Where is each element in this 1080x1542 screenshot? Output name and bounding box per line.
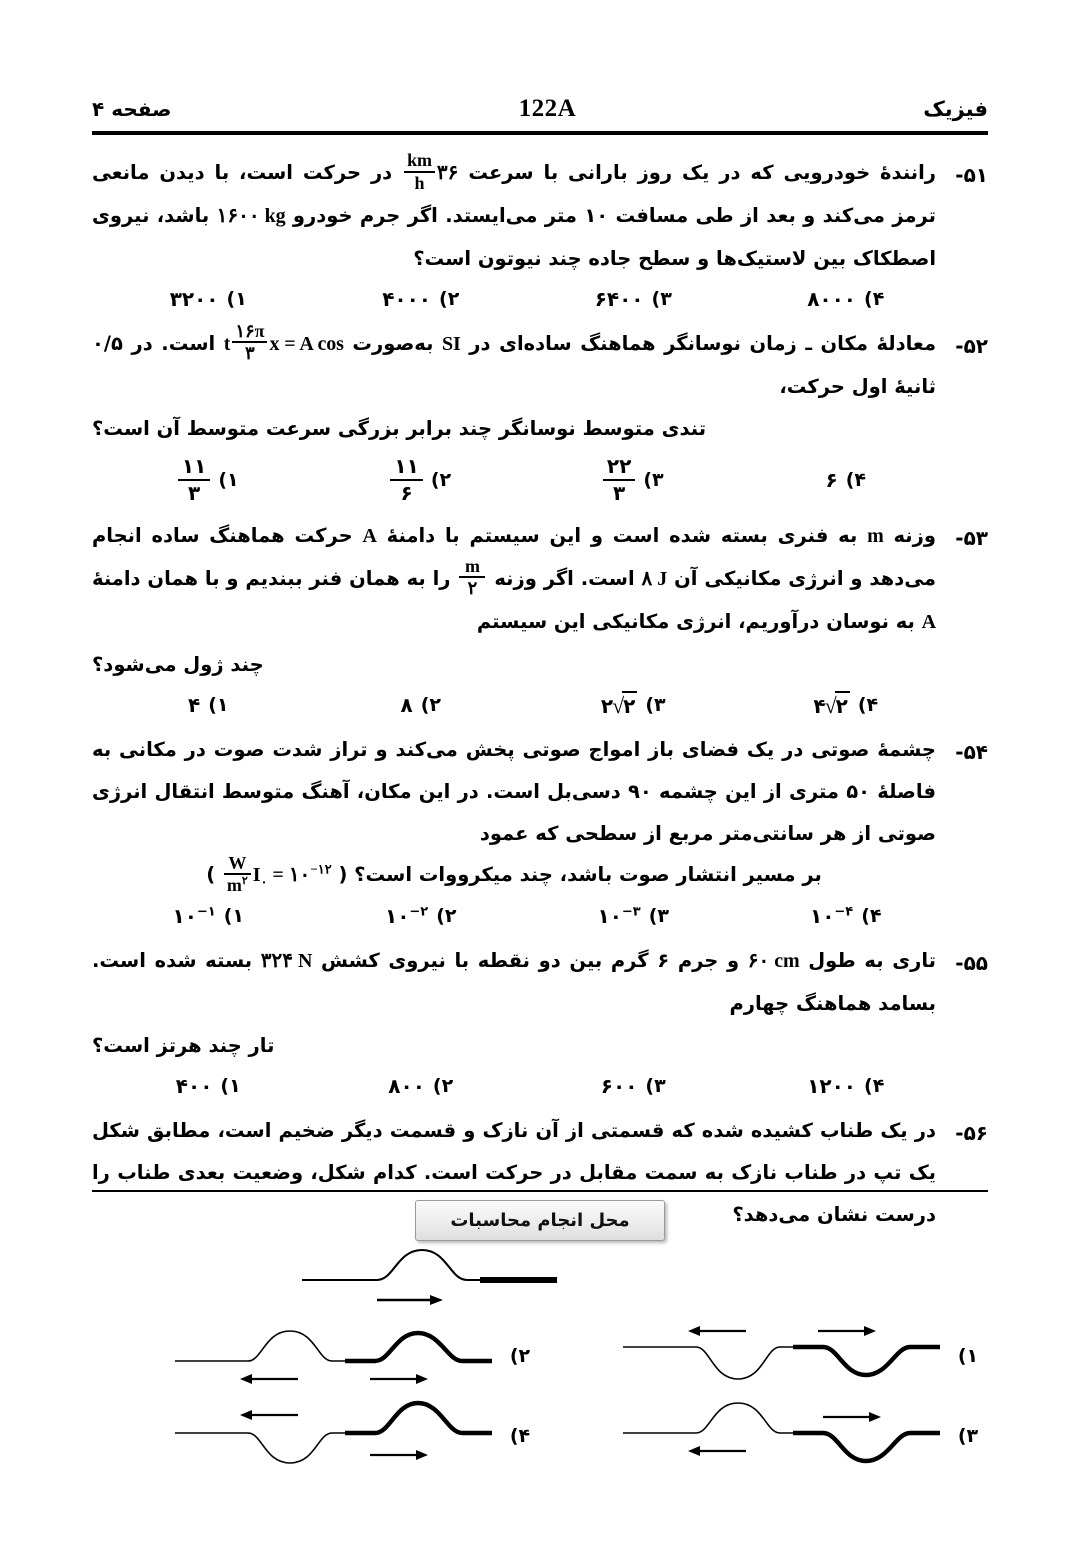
q52-option-1-key: ۱) <box>218 468 239 491</box>
q52-option-3-den: ۳ <box>612 480 626 505</box>
q51-option-1-key: ۱) <box>226 287 247 310</box>
q53-option-4-radical <box>813 691 850 719</box>
question-51-number: ۵۱- <box>955 163 988 187</box>
q54-option-3-key: ۳) <box>648 905 670 928</box>
question-55 <box>92 940 988 1103</box>
q53-half-mass-fraction <box>459 557 485 598</box>
footer-divider <box>92 1190 988 1192</box>
q53-option-4-radicand: ۲ <box>835 691 850 718</box>
q54-io-equals: = ۱۰ <box>272 864 311 887</box>
q52-option-1-num: ۱۱ <box>181 453 207 478</box>
q53-option-2[interactable] <box>315 688 528 722</box>
q51-option-2-value: ۴۰۰۰ <box>382 286 432 311</box>
q54-option-3-base: ۱۰ <box>597 904 622 929</box>
question-52-text <box>92 323 936 408</box>
q53-option-3-key: ۳) <box>645 693 666 716</box>
q56-option-1[interactable] <box>540 1316 988 1396</box>
q54-io-expression <box>253 854 332 897</box>
q55-option-3-value: ۶۰۰ <box>600 1074 638 1099</box>
question-55-text-line2: تار چند هرتز است؟ <box>92 1034 275 1058</box>
arrow-left-icon <box>688 1326 746 1336</box>
q51-line2-b: باشد، نیروی اصطکاک بین لاستیک‌ها و سطح جاده چند نیوتون است؟ <box>92 204 936 270</box>
q52-option-4-key: ۴) <box>845 468 867 491</box>
q53-line2-c: را به همان فنر ببندیم و با همان دامنهٔ <box>92 566 451 590</box>
thick-rope-down-pulse <box>793 1347 940 1375</box>
q52-option-1-den: ۳ <box>187 480 201 505</box>
q53-amplitude-symbol: A <box>362 524 377 547</box>
q53-option-2-value: ۸ <box>400 692 413 717</box>
q56-option-4-key: ۴) <box>509 1425 531 1448</box>
q55-option-4-value: ۱۲۰۰ <box>807 1074 857 1099</box>
q56-option-3-diagram <box>618 1397 948 1475</box>
q52-option-2-den: ۶ <box>400 480 413 505</box>
page-header <box>92 92 988 126</box>
q51-line1-b: در حرکت است، با دیدن مانعی ترمز می‌کند و بعد از طی مسافت <box>92 161 937 227</box>
question-56-main-figure <box>92 1242 988 1314</box>
q54-line3-b: ) <box>206 863 216 887</box>
q56-option-4[interactable] <box>92 1396 540 1476</box>
q53-energy-value: ۸ J <box>641 567 668 590</box>
arrow-left-icon <box>240 1410 298 1420</box>
q52-option-3-fraction <box>603 453 635 505</box>
question-54-options <box>92 899 988 933</box>
question-53-text <box>92 515 936 644</box>
q54-option-2-value <box>385 904 428 928</box>
q55-option-4-key: ۴) <box>864 1075 885 1098</box>
q52-omega-fraction <box>232 322 267 363</box>
q52-option-2-key: ۲) <box>430 468 452 491</box>
arrow-right-icon <box>370 1450 428 1460</box>
q53-line2-d: به نوسان درآوریم، انرژی مکانیکی این سیستم <box>476 609 915 633</box>
calculation-area-label: محل انجام محاسبات <box>415 1200 664 1241</box>
q55-option-2-key: ۲) <box>432 1075 454 1098</box>
question-54-number: ۵۴- <box>955 739 988 764</box>
q52-equation-lhs: x = A cos <box>269 332 344 355</box>
q52-line1-a: معادلهٔ مکان ـ زمان نوسانگر هماهنگ ساده‌ای در <box>469 331 937 355</box>
q52-option-3[interactable] <box>527 452 740 508</box>
q52-option-3-key: ۳) <box>643 468 664 491</box>
q51-option-3-key: ۳) <box>651 287 672 310</box>
arrow-right-icon <box>370 1374 428 1384</box>
q52-line1-b: به‌صورت <box>352 331 434 355</box>
thin-rope-with-pulse <box>302 1250 480 1280</box>
q52-line1-c: است. در <box>131 331 216 355</box>
q53-half-mass-num: m <box>464 555 480 576</box>
q54-option-4-value <box>810 904 853 928</box>
q54-io-unit-num: W <box>228 852 247 873</box>
q56-option-3-key: ۳) <box>957 1425 979 1448</box>
q51-option-1[interactable] <box>102 282 315 316</box>
q52-option-4[interactable] <box>740 452 953 508</box>
q56-option-2[interactable] <box>92 1316 540 1396</box>
q54-io-subscript: ۰ <box>260 874 268 890</box>
q52-option-3-num: ۲۲ <box>606 453 632 478</box>
q51-speed-unit-den: h <box>414 172 425 193</box>
q52-equation-variable: t <box>223 332 231 355</box>
question-52-text-line2: تندی متوسط نوسانگر چند برابر بزرگی سرعت متوسط آن است؟ <box>92 416 707 440</box>
q54-option-1-base: ۱۰ <box>172 904 197 929</box>
radical-sign-icon: √ <box>612 692 625 718</box>
arrow-right-icon <box>823 1412 881 1422</box>
question-52 <box>92 323 988 508</box>
q53-line1-a: وزنه <box>893 523 936 547</box>
q52-option-2-num: ۱۱ <box>394 453 419 478</box>
q54-line3-a: بر مسیر انتشار صوت باشد، چند میکرووات است؟ ( <box>338 863 822 887</box>
q53-amplitude-symbol-2: A <box>921 610 936 633</box>
q54-option-1-key: ۱) <box>223 905 245 928</box>
question-52-number: ۵۲- <box>955 333 988 358</box>
q51-speed-unit-num: km <box>407 150 432 171</box>
q54-option-4-exp: −۴ <box>834 904 854 920</box>
q52-omega-den: ۳ <box>245 343 255 364</box>
q53-option-3-coef: ۲ <box>600 693 614 718</box>
q55-option-4[interactable] <box>740 1069 953 1103</box>
q52-option-1[interactable] <box>102 452 315 508</box>
q53-option-3-radicand: ۲ <box>622 691 637 718</box>
q53-line1-c: حرکت هماهنگ ساده انجام می‌دهد و انرژی مکانیکی <box>92 523 936 590</box>
q54-option-3-value <box>597 904 640 928</box>
q52-option-2-fraction <box>390 453 422 505</box>
q53-option-1-value: ۴ <box>188 692 201 717</box>
question-54-text <box>92 729 936 855</box>
q54-option-4[interactable] <box>740 899 953 933</box>
direction-arrow-right-icon <box>377 1295 443 1305</box>
question-55-text <box>92 940 936 1025</box>
q51-option-4-value: ۸۰۰۰ <box>807 286 857 311</box>
q54-option-2-key: ۲) <box>436 905 457 928</box>
q55-length-value: ۶۰ cm <box>747 950 800 973</box>
q56-option-2-key: ۲) <box>509 1345 531 1368</box>
q55-option-1-value: ۴۰۰ <box>175 1074 213 1099</box>
q54-io-unit-den <box>224 876 251 894</box>
q52-omega-num: ۱۶π <box>235 321 265 342</box>
thick-rope-up-pulse <box>345 1403 492 1433</box>
q54-option-2-exp: −۲ <box>409 904 429 920</box>
q54-option-3-exp: −۳ <box>621 904 641 920</box>
q54-io-unit-den-text: m <box>226 874 242 895</box>
thick-rope-up-pulse <box>345 1333 492 1361</box>
q54-option-1[interactable] <box>102 899 315 933</box>
q54-option-1-exp: −۱ <box>196 904 216 920</box>
q51-line1-a: رانندهٔ خودرویی که در یک روز بارانی با سرعت <box>468 161 937 184</box>
question-52-options <box>92 452 988 508</box>
q55-line1-b: و جرم ۶ گرم بین دو نقطه با نیروی کشش <box>321 949 740 973</box>
q55-line1-a: تاری به طول <box>808 949 936 973</box>
q53-option-4-coef: ۴ <box>813 693 826 718</box>
q54-io-unit-den-sup: ۲ <box>241 874 248 887</box>
q51-option-2[interactable] <box>315 282 528 316</box>
header-booklet-code: 122A <box>518 95 577 122</box>
q56-option-1-key: ۱) <box>957 1345 979 1368</box>
question-54-text-line3 <box>92 854 936 897</box>
q52-option-2[interactable] <box>315 452 528 508</box>
q53-option-1-key: ۱) <box>208 693 229 716</box>
thin-rope-up-pulse <box>175 1331 345 1361</box>
q53-option-4[interactable] <box>740 688 953 722</box>
radical-sign-icon: √ <box>824 692 837 718</box>
q55-tension-value: ۳۲۴ N <box>260 950 313 973</box>
arrow-right-icon <box>818 1326 876 1336</box>
q51-line2-a: ۱۰ متر می‌ایستد. اگر جرم خودرو <box>292 204 609 227</box>
q56-line2: به سمت مقابل در حرکت است. کدام شکل، وضعیت بعدی طناب را درست نشان می‌دهد؟ <box>92 1161 936 1227</box>
q51-mass-value: ۱۶۰۰ kg <box>216 205 286 227</box>
question-51 <box>92 152 988 316</box>
question-55-options <box>92 1069 988 1103</box>
question-56-number: ۵۶- <box>955 1121 988 1146</box>
thick-rope-down-pulse <box>793 1433 940 1461</box>
header-divider <box>92 131 988 135</box>
q56-option-4-diagram <box>170 1397 500 1475</box>
header-page-number: صفحه ۴ <box>92 97 172 121</box>
questions-list <box>92 152 988 1483</box>
q56-option-3[interactable] <box>540 1396 988 1476</box>
q54-option-4-key: ۴) <box>861 905 882 928</box>
thin-rope-down-pulse <box>175 1433 345 1463</box>
arrow-left-icon <box>688 1446 746 1456</box>
q55-option-2-value: ۸۰۰ <box>388 1074 425 1099</box>
q54-line1: چشمهٔ صوتی در یک فضای باز امواج صوتی پخش می‌کند و تراز شدت صوت در مکانی به فاصلهٔ ۵۰ متری از این <box>92 737 936 803</box>
q54-line2: چشمه ۹۰ دسی‌بل است. در این مکان، آهنگ متوسط انتقال انرژی صوتی از هر سانتی‌متر مربع از سطحی که عمود <box>92 779 936 845</box>
question-53-options <box>92 688 988 722</box>
q56-option-2-diagram <box>170 1317 500 1395</box>
q54-option-2[interactable] <box>315 899 528 933</box>
arrow-left-icon <box>240 1374 298 1384</box>
q53-option-3[interactable] <box>527 688 740 722</box>
question-53-text-line3: چند ژول می‌شود؟ <box>92 652 264 676</box>
q51-speed-unit-fraction <box>404 151 435 192</box>
q55-option-2[interactable] <box>315 1069 528 1103</box>
q53-mass-symbol: m <box>867 524 884 547</box>
q52-time-value: ۰/۵ <box>92 331 123 355</box>
q51-option-3-value: ۶۴۰۰ <box>594 286 644 311</box>
q53-half-mass-den: ۲ <box>467 578 478 599</box>
question-56-figure-options <box>92 1316 988 1476</box>
q55-option-3-key: ۳) <box>645 1075 666 1098</box>
q53-option-3-radical <box>601 691 638 719</box>
q52-option-4-value: ۶ <box>825 467 838 492</box>
question-51-text <box>92 152 936 280</box>
q55-option-1-key: ۱) <box>220 1075 241 1098</box>
q55-line1-c: بسته شده است. بسامد هماهنگ چهارم <box>92 949 936 1016</box>
q51-option-4-key: ۴) <box>864 287 885 310</box>
q51-option-2-key: ۲) <box>439 287 460 310</box>
q53-option-4-key: ۴) <box>857 693 879 716</box>
calculation-area <box>0 1200 1080 1241</box>
q54-option-3[interactable] <box>527 899 740 933</box>
thin-rope-up-pulse <box>623 1403 793 1433</box>
q55-option-1[interactable] <box>102 1069 315 1103</box>
q54-option-1-value <box>172 904 215 928</box>
thin-rope-down-pulse <box>623 1347 793 1379</box>
q55-option-3[interactable] <box>527 1069 740 1103</box>
q53-option-1[interactable] <box>102 688 315 722</box>
q56-option-1-diagram <box>618 1317 948 1395</box>
q54-io-unit-fraction <box>224 854 251 895</box>
q54-io-exponent: −۱۲ <box>310 861 332 877</box>
q51-option-3[interactable] <box>527 282 740 316</box>
q51-option-1-value: ۳۲۰۰ <box>169 286 219 311</box>
q51-option-4[interactable] <box>740 282 953 316</box>
question-56 <box>92 1110 988 1476</box>
header-subject: فیزیک <box>923 97 988 121</box>
q52-line1-d: ثانیهٔ اول حرکت، <box>779 374 936 398</box>
q52-option-1-fraction <box>178 453 210 505</box>
question-51-options <box>92 282 988 316</box>
question-54 <box>92 729 988 934</box>
q51-speed-value: ۳۶ <box>436 162 459 184</box>
q54-io-symbol: I <box>252 864 261 887</box>
q53-option-2-key: ۲) <box>420 693 442 716</box>
q54-option-4-base: ۱۰ <box>809 904 835 929</box>
q53-line1-b: به فنری بسته شده است و این سیستم با دامنهٔ <box>386 523 858 547</box>
q54-option-2-base: ۱۰ <box>384 904 410 929</box>
question-55-number: ۵۵- <box>955 951 988 976</box>
q52-si-label: SI <box>442 332 461 355</box>
q53-line2-b: است. اگر وزنه <box>494 566 635 590</box>
question-53-number: ۵۳- <box>955 525 988 550</box>
q53-line2-a: آن <box>674 566 698 590</box>
rope-pulse-diagram <box>302 1242 702 1314</box>
question-53 <box>92 515 988 722</box>
q56-line1: در یک طناب کشیده شده که قسمتی از آن نازک و قسمت دیگر ضخیم است، مطابق شکل یک تپ در طناب نازک <box>92 1119 936 1185</box>
